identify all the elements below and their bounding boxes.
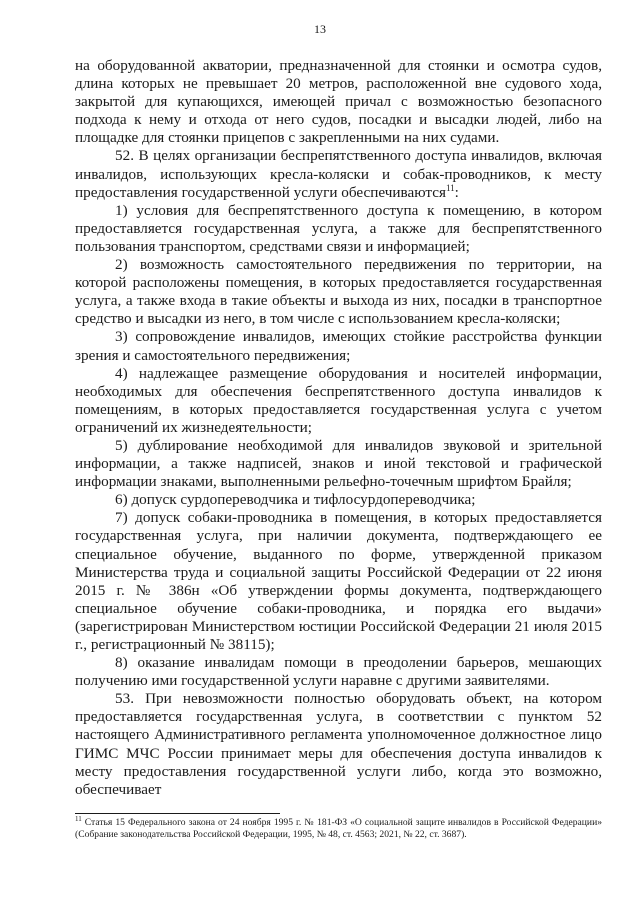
footnote-number: 11 [75,814,82,823]
paragraph-52 [75,147,602,201]
footnote-text: Статья 15 Федерального закона от 24 ноября 1995 г. № 181-ФЗ «О социальной защите инвалидов в Российской Федерации» (Собрание законодательства Российской Федерации, 1995, № 48, ст. 4563; 2021, № 22, ст. 3687). [75,817,602,840]
list-item-2: 2) возможность самостоятельного передвижения по территории, на которой расположены помещения, в которых предоставляется государственная услуга, а также входа в такие объекты и выхода из них, посадки в транспортное средство и высадки из него, в том числе с использованием кресла-коляски; [75,256,602,328]
list-item-4: 4) надлежащее размещение оборудования и носителей информации, необходимых для обеспечения беспрепятственного доступа инвалидов к помещениям, в которых предоставляется государственная услуга с учетом ограничений их жизнедеятельности; [75,364,602,436]
list-item-3: 3) сопровождение инвалидов, имеющих стойкие расстройства функции зрения и самостоятельного передвижения; [75,328,602,364]
page-number: 13 [314,22,326,36]
list-item-7: 7) допуск собаки-проводника в помещения, в которых предоставляется государственная услуга, при наличии документа, подтверждающего ее специальное обучение, выданного по форме, утвержденной приказом Министерства труда и социальной защиты Российской Федерации от 22 июня 2015 г. № 386н «Об утверждении формы документа, подтверждающего специальное обучение собаки-проводника, и порядка его выдачи» (зарегистрирован Министерством юстиции Российской Федерации 21 июля 2015 г., регистрационный № 38115); [75,509,602,653]
list-item-1: 1) условия для беспрепятственного доступа к помещению, в котором предоставляется государственная услуга, а также для беспрепятственного пользования транспортом, средствами связи и информацией; [75,201,602,255]
footnote [75,814,602,841]
footnote-reference: 11 [445,182,455,193]
footnote-divider [75,813,280,814]
list-item-6: 6) допуск сурдопереводчика и тифлосурдопереводчика; [115,491,476,509]
list-item-5: 5) дублирование необходимой для инвалидов звуковой и зрительной информации, а также надписей, знаков и иной текстовой и графической информации знаками, выполненными рельефно-точечным шрифтом Брайля; [75,436,602,491]
document-body [75,57,602,799]
paragraph-53: 53. При невозможности полностью оборудовать объект, на котором предоставляется государственная услуга, в соответствии с пунктом 52 настоящего Административного регламента уполномоченное должностное лицо ГИМС МЧС России принимает меры для обеспечения доступа инвалидов к месту предоставления государственной услуги либо, когда это возможно, обеспечивает [75,690,602,798]
paragraph-52-colon: : [454,183,459,201]
paragraph-52-text: 52. В целях организации беспрепятственного доступа инвалидов, включая инвалидов, использующих кресла-коляски и собак-проводников, к месту предоставления государственной услуги обеспечиваются [75,147,602,201]
list-item-8: 8) оказание инвалидам помощи в преодолении барьеров, мешающих получению ими государственной услуги наравне с другими заявителями. [75,654,602,690]
paragraph-continuation: на оборудованной акватории, предназначенной для стоянки и осмотра судов, длина которых не превышает 20 метров, расположенной вне судового хода, закрытой для купающихся, имеющей причал с возможностью безопасного подхода к нему и отхода от него судов, посадки и высадки людей, либо на площадке для стоянки прицепов с закрепленными на них судами. [75,57,602,147]
